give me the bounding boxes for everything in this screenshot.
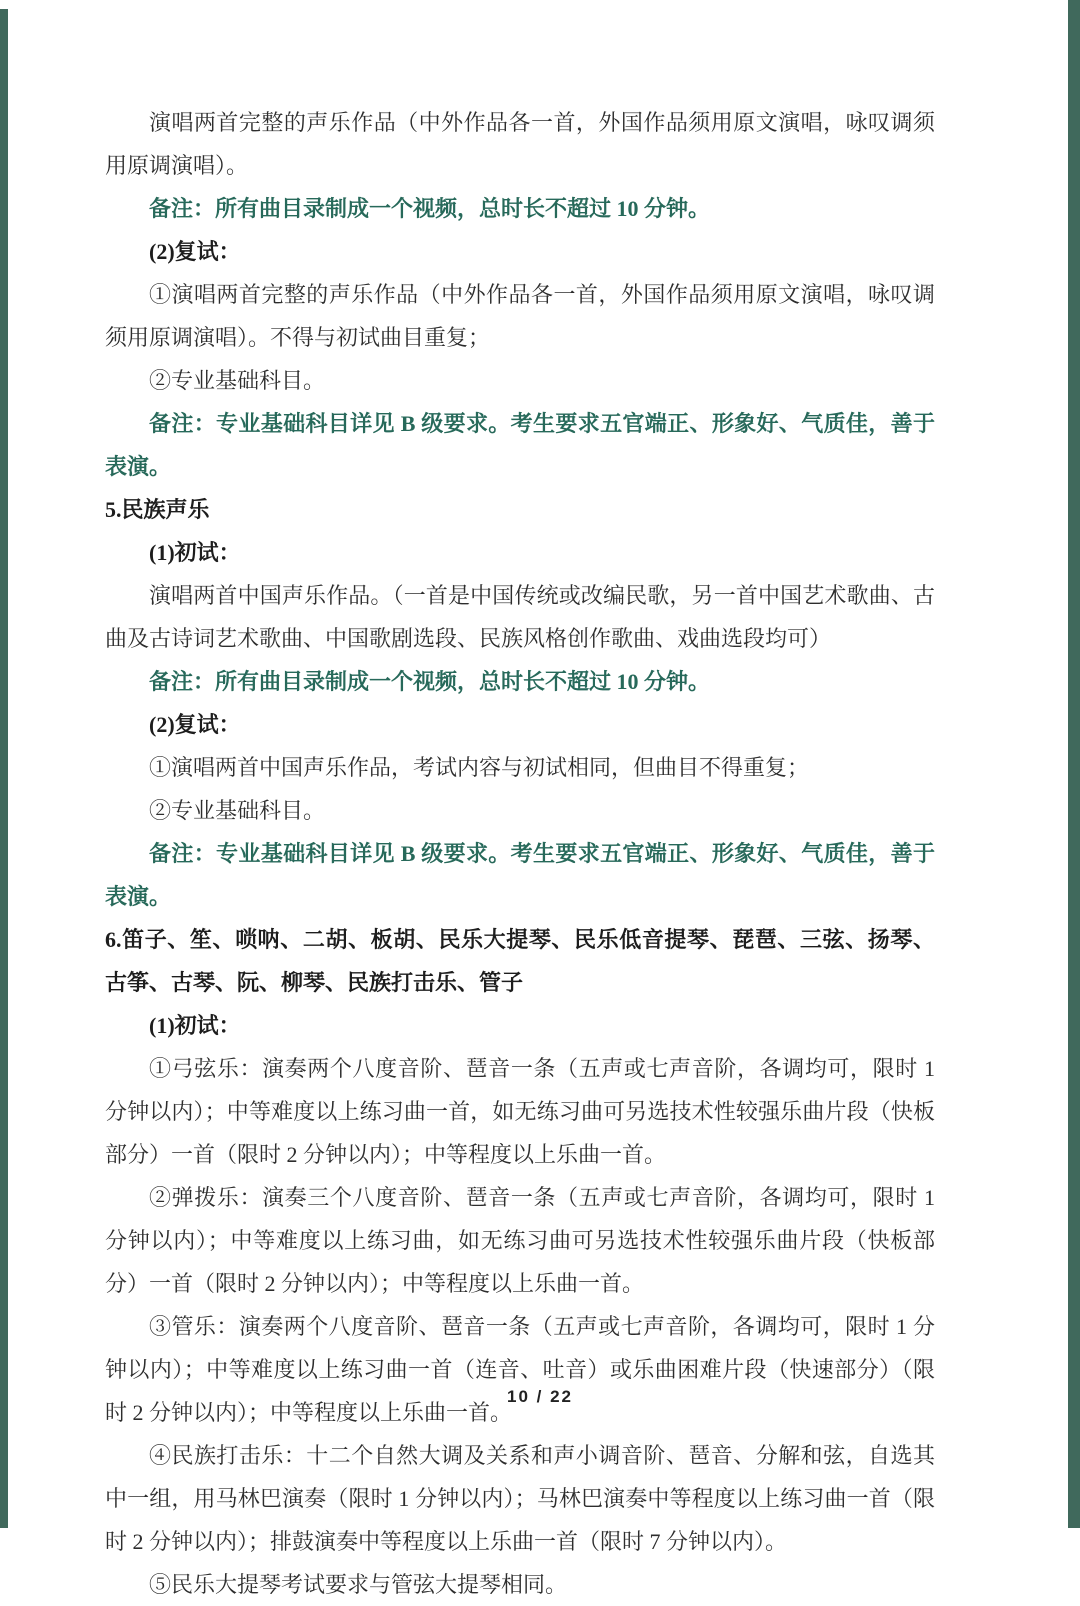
remark-line: 备注：专业基础科目详见 B 级要求。考生要求五官端正、形象好、气质佳，善于表演。 bbox=[105, 841, 935, 909]
paragraph: ③管乐：演奏两个八度音阶、琶音一条（五声或七声音阶，各调均可，限时 1 分钟以内）；中等难度以上练习曲一首（连音、吐音）或乐曲困难片段（快速部分）（限时 2 分钟以内）；中等程度以上乐曲一首。 bbox=[105, 1314, 935, 1425]
remark-line: 备注：专业基础科目详见 B 级要求。考生要求五官端正、形象好、气质佳，善于表演。 bbox=[105, 411, 935, 479]
subsection-heading: (1)初试： bbox=[149, 1013, 241, 1038]
paragraph: ②专业基础科目。 bbox=[149, 368, 326, 393]
paragraph: ⑤民乐大提琴考试要求与管弦大提琴相同。 bbox=[149, 1572, 568, 1597]
paragraph: ④民族打击乐：十二个自然大调及关系和声小调音阶、琶音、分解和弦，自选其中一组，用马林巴演奏（限时 1 分钟以内）；马林巴演奏中等程度以上练习曲一首（限时 2 分钟以内）；排鼓演奏中等程度以上乐曲一首（限时 7 分钟以内）。 bbox=[105, 1443, 935, 1554]
paragraph: ②弹拨乐：演奏三个八度音阶、琶音一条（五声或七声音阶，各调均可，限时 1 分钟以内）；中等难度以上练习曲，如无练习曲可另选技术性较强乐曲片段（快板部分）一首（限时 2 分钟以内）；中等程度以上乐曲一首。 bbox=[105, 1185, 935, 1296]
page-left-border bbox=[0, 9, 8, 1528]
document-body bbox=[105, 101, 935, 1606]
section-heading: 6.笛子、笙、唢呐、二胡、板胡、民乐大提琴、民乐低音提琴、琵琶、三弦、扬琴、古筝、古琴、阮、柳琴、民族打击乐、管子 bbox=[105, 927, 935, 995]
subsection-heading: (2)复试： bbox=[149, 239, 241, 264]
paragraph: ①弓弦乐：演奏两个八度音阶、琶音一条（五声或七声音阶，各调均可，限时 1 分钟以内）；中等难度以上练习曲一首，如无练习曲可另选技术性较强乐曲片段（快板部分）一首（限时 2 分钟以内）；中等程度以上乐曲一首。 bbox=[105, 1056, 935, 1167]
section-heading: 5.民族声乐 bbox=[105, 497, 210, 522]
subsection-heading: (2)复试： bbox=[149, 712, 241, 737]
subsection-heading: (1)初试： bbox=[149, 540, 241, 565]
page-right-border bbox=[1068, 0, 1080, 1528]
remark-line: 备注：所有曲目录制成一个视频，总时长不超过 10 分钟。 bbox=[149, 196, 711, 221]
paragraph: ①演唱两首完整的声乐作品（中外作品各一首，外国作品须用原文演唱，咏叹调须用原调演唱）。不得与初试曲目重复； bbox=[105, 282, 935, 350]
paragraph: 演唱两首中国声乐作品。（一首是中国传统或改编民歌，另一首中国艺术歌曲、古曲及古诗词艺术歌曲、中国歌剧选段、民族风格创作歌曲、戏曲选段均可） bbox=[105, 583, 935, 651]
paragraph: 演唱两首完整的声乐作品（中外作品各一首，外国作品须用原文演唱，咏叹调须用原调演唱）。 bbox=[105, 110, 935, 178]
paragraph: ②专业基础科目。 bbox=[149, 798, 326, 823]
paragraph: ①演唱两首中国声乐作品，考试内容与初试相同，但曲目不得重复； bbox=[149, 755, 810, 780]
remark-line: 备注：所有曲目录制成一个视频，总时长不超过 10 分钟。 bbox=[149, 669, 711, 694]
page-number: 10 / 22 bbox=[507, 1387, 573, 1406]
